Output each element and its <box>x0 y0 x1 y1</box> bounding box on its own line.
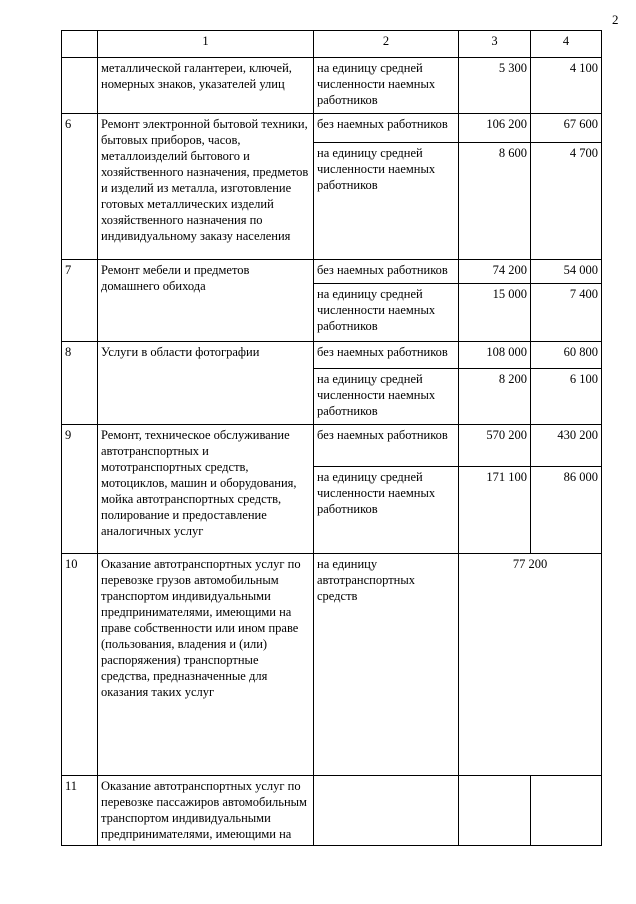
row-basis: без наемных работников <box>314 260 459 284</box>
row-value-col3: 106 200 <box>459 114 531 143</box>
table-row <box>62 776 602 846</box>
tariff-table <box>61 30 602 846</box>
row-basis <box>314 776 459 846</box>
row-value-col4: 6 100 <box>531 369 602 425</box>
row-value-col3 <box>459 776 531 846</box>
row-number: 10 <box>62 554 98 776</box>
row-description: Ремонт, техническое обслуживание автотранспортных и мототранспортных средств, мотоциклов, машин и оборудования, мойка автотранспортных средств, полирование и предоставление аналогичных услуг <box>98 425 314 554</box>
row-value-col4: 86 000 <box>531 467 602 554</box>
table-row <box>62 58 602 114</box>
page-number: 2 <box>612 12 619 27</box>
table-row <box>62 114 602 143</box>
row-basis: на единицу средней численности наемных работников <box>314 58 459 114</box>
table-row <box>62 260 602 284</box>
row-basis: на единицу автотранспортных средств <box>314 554 459 776</box>
row-basis: без наемных работников <box>314 114 459 143</box>
row-value-col3: 5 300 <box>459 58 531 114</box>
row-number: 8 <box>62 342 98 425</box>
table-row <box>62 554 602 776</box>
row-description: Услуги в области фотографии <box>98 342 314 425</box>
row-value-col3: 8 600 <box>459 143 531 260</box>
row-value-col4: 54 000 <box>531 260 602 284</box>
header-col-4: 4 <box>531 31 602 58</box>
row-basis: без наемных работников <box>314 342 459 369</box>
row-basis: на единицу средней численности наемных работников <box>314 143 459 260</box>
header-col-2: 2 <box>314 31 459 58</box>
row-description: Оказание автотранспортных услуг по перевозке пассажиров автомобильным транспортом индивидуальными предпринимателями, имеющими на <box>98 776 314 846</box>
row-description: Оказание автотранспортных услуг по перевозке грузов автомобильным транспортом индивидуальными предпринимателями, имеющими на праве собственности или ином праве (пользования, владения и (или) распоряжения) транспортные средства, предназначенные для оказания таких услуг <box>98 554 314 776</box>
row-description: Ремонт мебели и предметов домашнего обихода <box>98 260 314 342</box>
row-basis: на единицу средней численности наемных работников <box>314 369 459 425</box>
row-value-col3: 15 000 <box>459 284 531 342</box>
table-row <box>62 425 602 467</box>
row-value-col3: 74 200 <box>459 260 531 284</box>
row-number: 11 <box>62 776 98 846</box>
row-value-merged: 77 200 <box>459 554 602 776</box>
row-description: металлической галантереи, ключей, номерных знаков, указателей улиц <box>98 58 314 114</box>
header-col-1: 1 <box>98 31 314 58</box>
row-value-col3: 570 200 <box>459 425 531 467</box>
row-number: 6 <box>62 114 98 260</box>
row-basis: на единицу средней численности наемных работников <box>314 467 459 554</box>
row-number: 7 <box>62 260 98 342</box>
table-row <box>62 342 602 369</box>
row-value-col4 <box>531 776 602 846</box>
row-number: 9 <box>62 425 98 554</box>
row-value-col3: 171 100 <box>459 467 531 554</box>
row-value-col3: 8 200 <box>459 369 531 425</box>
row-value-col4: 7 400 <box>531 284 602 342</box>
row-basis: на единицу средней численности наемных работников <box>314 284 459 342</box>
row-value-col4: 4 100 <box>531 58 602 114</box>
row-value-col4: 67 600 <box>531 114 602 143</box>
row-description: Ремонт электронной бытовой техники, бытовых приборов, часов, металлоизделий бытового и хозяйственного назначения, предметов и изделий из металла, изготовление готовых металлических изделий хозяйственного назначения по индивидуальному заказу населения <box>98 114 314 260</box>
header-row <box>62 31 602 58</box>
header-col-3: 3 <box>459 31 531 58</box>
row-basis: без наемных работников <box>314 425 459 467</box>
row-value-col4: 4 700 <box>531 143 602 260</box>
row-value-col4: 60 800 <box>531 342 602 369</box>
row-value-col4: 430 200 <box>531 425 602 467</box>
row-value-col3: 108 000 <box>459 342 531 369</box>
row-number <box>62 58 98 114</box>
header-col-0 <box>62 31 98 58</box>
